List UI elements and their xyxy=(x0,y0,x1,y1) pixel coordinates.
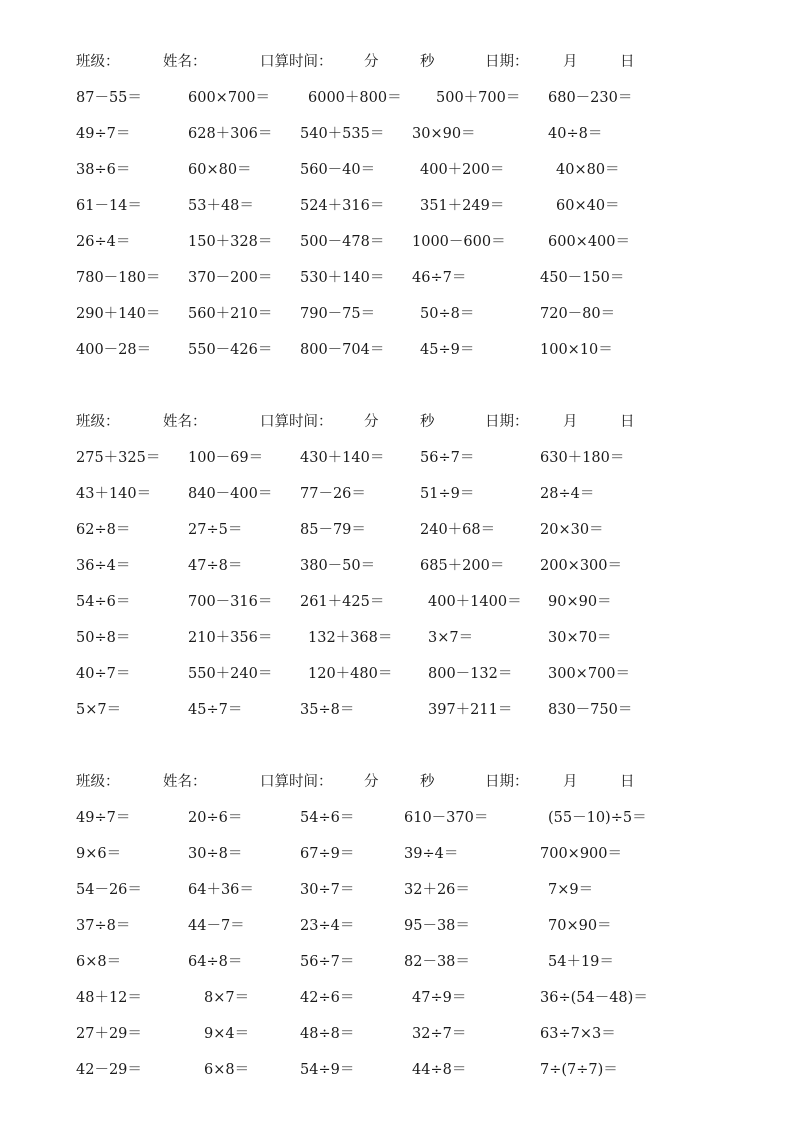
arithmetic-problem: 800－132＝ xyxy=(428,666,513,682)
arithmetic-problem: 132＋368＝ xyxy=(308,630,393,646)
problem-row xyxy=(0,1058,794,1082)
arithmetic-problem: 6×8＝ xyxy=(76,954,122,970)
arithmetic-problem: 87－55＝ xyxy=(76,90,142,106)
arithmetic-problem: 60×40＝ xyxy=(556,198,620,214)
arithmetic-problem: 67÷9＝ xyxy=(300,846,355,862)
arithmetic-problem: 6000＋800＝ xyxy=(308,90,402,106)
arithmetic-problem: 42÷6＝ xyxy=(300,990,355,1006)
arithmetic-problem: 54÷6＝ xyxy=(76,594,131,610)
arithmetic-problem: 550＋240＝ xyxy=(188,666,273,682)
minute-label: 分 xyxy=(364,774,379,790)
arithmetic-problem: 48＋12＝ xyxy=(76,990,142,1006)
arithmetic-problem: 45÷9＝ xyxy=(420,342,475,358)
arithmetic-problem: 48÷8＝ xyxy=(300,1026,355,1042)
arithmetic-problem: 20×30＝ xyxy=(540,522,604,538)
arithmetic-problem: 560＋210＝ xyxy=(188,306,273,322)
arithmetic-problem: 38÷6＝ xyxy=(76,162,131,178)
time-label: 口算时间： xyxy=(260,54,333,70)
arithmetic-problem: 40÷7＝ xyxy=(76,666,131,682)
arithmetic-problem: 42－29＝ xyxy=(76,1062,142,1078)
arithmetic-problem: 351＋249＝ xyxy=(420,198,505,214)
arithmetic-problem: 56÷7＝ xyxy=(300,954,355,970)
problem-row xyxy=(0,230,794,254)
date-label: 日期： xyxy=(485,774,529,790)
arithmetic-problem: 23÷4＝ xyxy=(300,918,355,934)
day-label: 日 xyxy=(620,774,635,790)
arithmetic-problem: 610－370＝ xyxy=(404,810,489,826)
problem-row xyxy=(0,338,794,362)
arithmetic-problem: 261＋425＝ xyxy=(300,594,385,610)
arithmetic-problem: 240＋68＝ xyxy=(420,522,496,538)
arithmetic-problem: 32＋26＝ xyxy=(404,882,470,898)
arithmetic-problem: 530＋140＝ xyxy=(300,270,385,286)
arithmetic-problem: 64＋36＝ xyxy=(188,882,254,898)
arithmetic-problem: 150＋328＝ xyxy=(188,234,273,250)
problem-row xyxy=(0,194,794,218)
problem-row xyxy=(0,122,794,146)
arithmetic-problem: 780－180＝ xyxy=(76,270,161,286)
arithmetic-problem: 54－26＝ xyxy=(76,882,142,898)
arithmetic-problem: 46÷7＝ xyxy=(412,270,467,286)
problem-row xyxy=(0,986,794,1010)
minute-label: 分 xyxy=(364,54,379,70)
arithmetic-problem: 430＋140＝ xyxy=(300,450,385,466)
arithmetic-problem: 43＋140＝ xyxy=(76,486,152,502)
arithmetic-problem: 500＋700＝ xyxy=(436,90,521,106)
arithmetic-problem: 63÷7×3＝ xyxy=(540,1026,616,1042)
arithmetic-problem: 7÷(7÷7)＝ xyxy=(540,1062,618,1078)
arithmetic-problem: 3×7＝ xyxy=(428,630,474,646)
arithmetic-problem: 40×80＝ xyxy=(556,162,620,178)
arithmetic-problem: 7×9＝ xyxy=(548,882,594,898)
problem-row xyxy=(0,590,794,614)
problem-row xyxy=(0,86,794,110)
arithmetic-problem: 56÷7＝ xyxy=(420,450,475,466)
time-label: 口算时间： xyxy=(260,774,333,790)
name-label: 姓名： xyxy=(163,774,207,790)
arithmetic-problem: 450－150＝ xyxy=(540,270,625,286)
arithmetic-problem: 53＋48＝ xyxy=(188,198,254,214)
arithmetic-problem: 51÷9＝ xyxy=(420,486,475,502)
arithmetic-problem: 630＋180＝ xyxy=(540,450,625,466)
arithmetic-problem: 380－50＝ xyxy=(300,558,376,574)
class-label: 班级： xyxy=(76,414,120,430)
arithmetic-problem: 54÷6＝ xyxy=(300,810,355,826)
arithmetic-problem: 290＋140＝ xyxy=(76,306,161,322)
problem-row xyxy=(0,554,794,578)
problem-row xyxy=(0,950,794,974)
arithmetic-problem: 400＋1400＝ xyxy=(428,594,522,610)
arithmetic-problem: 300×700＝ xyxy=(548,666,631,682)
date-label: 日期： xyxy=(485,414,529,430)
arithmetic-problem: 400－28＝ xyxy=(76,342,152,358)
arithmetic-problem: 1000－600＝ xyxy=(412,234,506,250)
name-label: 姓名： xyxy=(163,54,207,70)
arithmetic-problem: 47÷8＝ xyxy=(188,558,243,574)
arithmetic-problem: 30×70＝ xyxy=(548,630,612,646)
arithmetic-problem: 60×80＝ xyxy=(188,162,252,178)
arithmetic-problem: 210＋356＝ xyxy=(188,630,273,646)
problem-row xyxy=(0,806,794,830)
arithmetic-problem: 82－38＝ xyxy=(404,954,470,970)
arithmetic-problem: 27÷5＝ xyxy=(188,522,243,538)
arithmetic-problem: 35÷8＝ xyxy=(300,702,355,718)
arithmetic-problem: 524＋316＝ xyxy=(300,198,385,214)
arithmetic-problem: 800－704＝ xyxy=(300,342,385,358)
day-label: 日 xyxy=(620,414,635,430)
arithmetic-problem: 40÷8＝ xyxy=(548,126,603,142)
arithmetic-problem: 95－38＝ xyxy=(404,918,470,934)
problem-row xyxy=(0,662,794,686)
problem-row xyxy=(0,446,794,470)
arithmetic-problem: 6×8＝ xyxy=(204,1062,250,1078)
second-label: 秒 xyxy=(420,414,435,430)
arithmetic-problem: 36÷(54－48)＝ xyxy=(540,990,648,1006)
arithmetic-problem: (55－10)÷5＝ xyxy=(548,810,647,826)
arithmetic-problem: 120＋480＝ xyxy=(308,666,393,682)
arithmetic-problem: 45÷7＝ xyxy=(188,702,243,718)
arithmetic-problem: 50÷8＝ xyxy=(420,306,475,322)
arithmetic-problem: 560－40＝ xyxy=(300,162,376,178)
arithmetic-problem: 61－14＝ xyxy=(76,198,142,214)
arithmetic-problem: 49÷7＝ xyxy=(76,810,131,826)
arithmetic-problem: 397＋211＝ xyxy=(428,702,513,718)
arithmetic-problem: 500－478＝ xyxy=(300,234,385,250)
arithmetic-problem: 49÷7＝ xyxy=(76,126,131,142)
arithmetic-problem: 50÷8＝ xyxy=(76,630,131,646)
arithmetic-problem: 400＋200＝ xyxy=(420,162,505,178)
arithmetic-problem: 90×90＝ xyxy=(548,594,612,610)
arithmetic-problem: 44÷8＝ xyxy=(412,1062,467,1078)
block-header xyxy=(0,770,794,794)
arithmetic-problem: 44－7＝ xyxy=(188,918,245,934)
arithmetic-problem: 32÷7＝ xyxy=(412,1026,467,1042)
minute-label: 分 xyxy=(364,414,379,430)
arithmetic-problem: 54＋19＝ xyxy=(548,954,614,970)
arithmetic-problem: 685＋200＝ xyxy=(420,558,505,574)
arithmetic-problem: 30÷8＝ xyxy=(188,846,243,862)
class-label: 班级： xyxy=(76,774,120,790)
problem-row xyxy=(0,158,794,182)
arithmetic-problem: 54÷9＝ xyxy=(300,1062,355,1078)
arithmetic-problem: 64÷8＝ xyxy=(188,954,243,970)
arithmetic-problem: 85－79＝ xyxy=(300,522,366,538)
day-label: 日 xyxy=(620,54,635,70)
problem-row xyxy=(0,626,794,650)
arithmetic-problem: 77－26＝ xyxy=(300,486,366,502)
arithmetic-problem: 600×700＝ xyxy=(188,90,271,106)
arithmetic-problem: 628＋306＝ xyxy=(188,126,273,142)
arithmetic-problem: 36÷4＝ xyxy=(76,558,131,574)
second-label: 秒 xyxy=(420,774,435,790)
second-label: 秒 xyxy=(420,54,435,70)
arithmetic-problem: 700×900＝ xyxy=(540,846,623,862)
problem-row xyxy=(0,1022,794,1046)
problem-row xyxy=(0,482,794,506)
problem-row xyxy=(0,518,794,542)
month-label: 月 xyxy=(563,774,578,790)
arithmetic-problem: 550－426＝ xyxy=(188,342,273,358)
date-label: 日期： xyxy=(485,54,529,70)
month-label: 月 xyxy=(563,54,578,70)
name-label: 姓名： xyxy=(163,414,207,430)
block-header xyxy=(0,410,794,434)
arithmetic-problem: 37÷8＝ xyxy=(76,918,131,934)
arithmetic-problem: 47÷9＝ xyxy=(412,990,467,1006)
arithmetic-problem: 700－316＝ xyxy=(188,594,273,610)
arithmetic-problem: 20÷6＝ xyxy=(188,810,243,826)
arithmetic-problem: 39÷4＝ xyxy=(404,846,459,862)
arithmetic-problem: 100×10＝ xyxy=(540,342,613,358)
time-label: 口算时间： xyxy=(260,414,333,430)
arithmetic-problem: 8×7＝ xyxy=(204,990,250,1006)
class-label: 班级： xyxy=(76,54,120,70)
arithmetic-problem: 26÷4＝ xyxy=(76,234,131,250)
arithmetic-problem: 70×90＝ xyxy=(548,918,612,934)
arithmetic-problem: 27＋29＝ xyxy=(76,1026,142,1042)
problem-row xyxy=(0,698,794,722)
arithmetic-problem: 5×7＝ xyxy=(76,702,122,718)
problem-row xyxy=(0,266,794,290)
arithmetic-problem: 30÷7＝ xyxy=(300,882,355,898)
month-label: 月 xyxy=(563,414,578,430)
arithmetic-problem: 790－75＝ xyxy=(300,306,376,322)
arithmetic-problem: 720－80＝ xyxy=(540,306,616,322)
arithmetic-problem: 275＋325＝ xyxy=(76,450,161,466)
arithmetic-problem: 840－400＝ xyxy=(188,486,273,502)
problem-row xyxy=(0,878,794,902)
arithmetic-problem: 9×6＝ xyxy=(76,846,122,862)
arithmetic-problem: 200×300＝ xyxy=(540,558,623,574)
arithmetic-problem: 62÷8＝ xyxy=(76,522,131,538)
problem-row xyxy=(0,302,794,326)
arithmetic-problem: 540＋535＝ xyxy=(300,126,385,142)
arithmetic-problem: 28÷4＝ xyxy=(540,486,595,502)
arithmetic-problem: 680－230＝ xyxy=(548,90,633,106)
arithmetic-problem: 600×400＝ xyxy=(548,234,631,250)
arithmetic-problem: 30×90＝ xyxy=(412,126,476,142)
problem-row xyxy=(0,914,794,938)
arithmetic-problem: 100－69＝ xyxy=(188,450,264,466)
block-header xyxy=(0,50,794,74)
arithmetic-problem: 9×4＝ xyxy=(204,1026,250,1042)
arithmetic-problem: 830－750＝ xyxy=(548,702,633,718)
arithmetic-problem: 370－200＝ xyxy=(188,270,273,286)
problem-row xyxy=(0,842,794,866)
